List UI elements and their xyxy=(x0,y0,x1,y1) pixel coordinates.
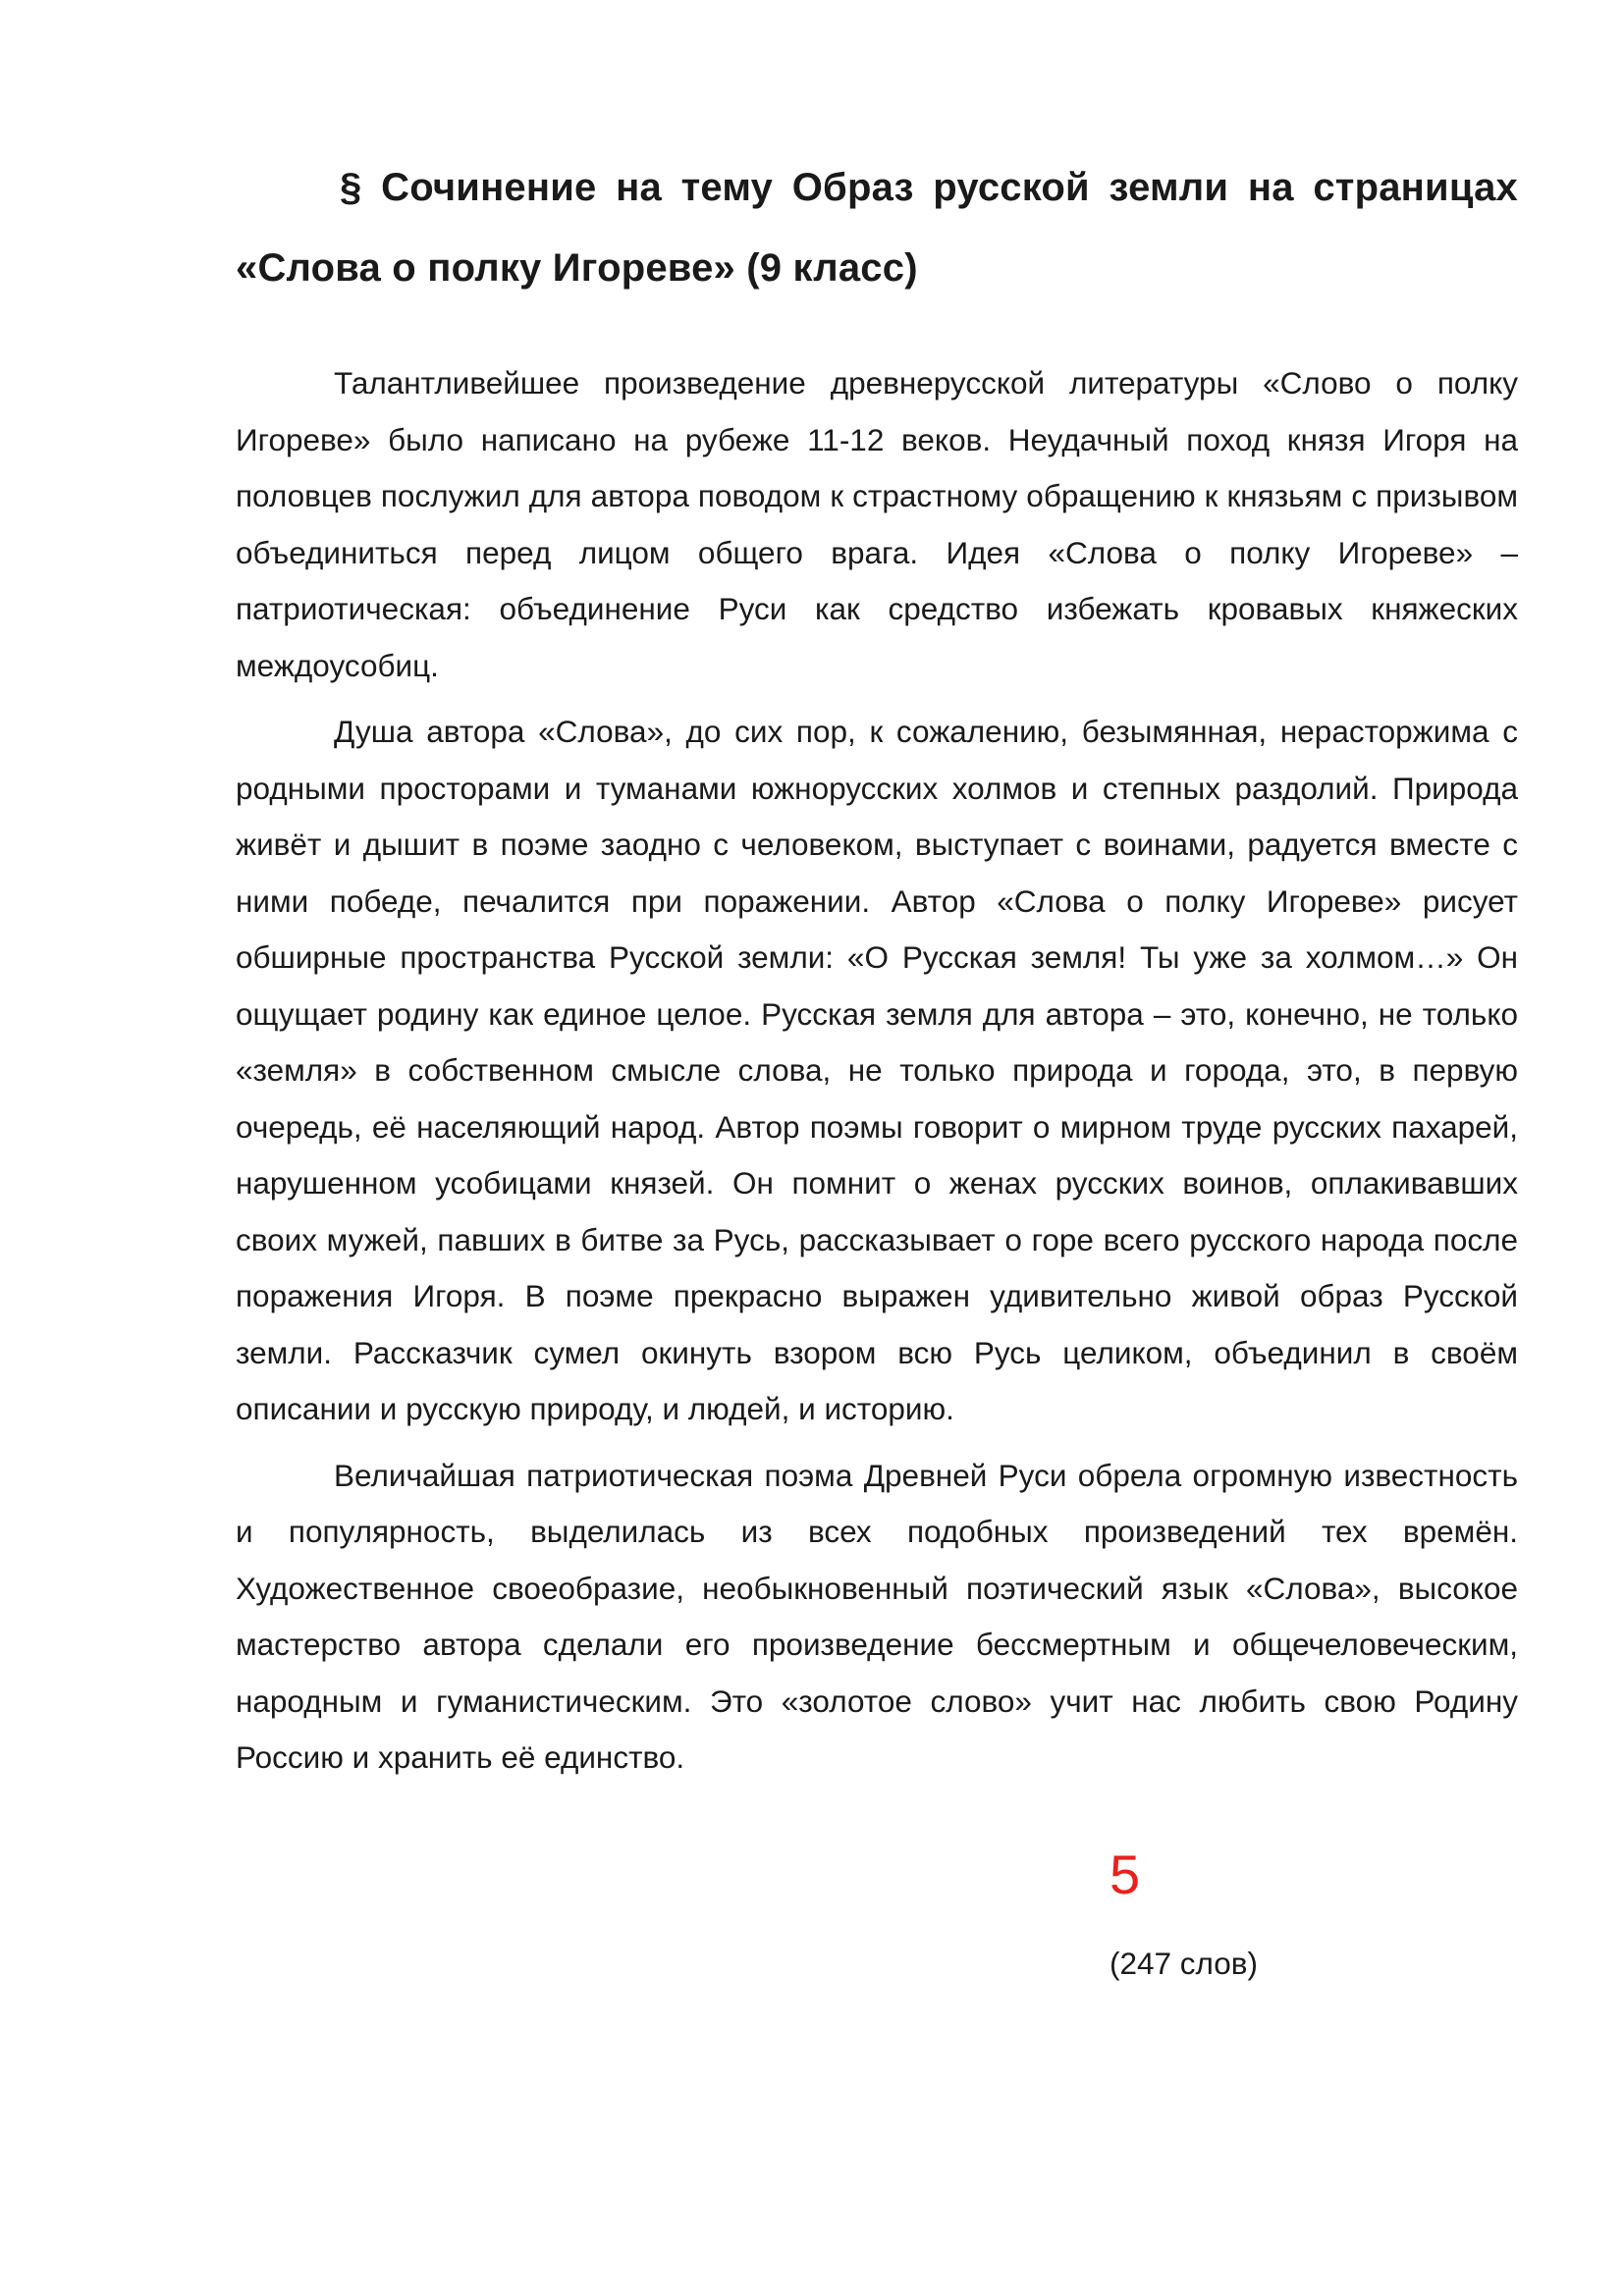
grade-mark: 5 xyxy=(1110,1843,1141,1905)
essay-paragraph-3: Величайшая патриотическая поэма Древней Руси обрела огромную известность и популярность, выделилась из всех подобных произведений тех времён. Художественное своеобразие, необыкновенный поэтический язык «Слова», высокое мастерство автора сделали его произведение бессмертным и общечеловеческим, народным и гуманистическим. Это «золотое слово» учит нас любить свою Родину Россию и хранить её единство. xyxy=(236,1457,1518,1775)
word-count: (247 слов) xyxy=(1110,1946,1259,1981)
essay-page xyxy=(236,147,1518,1796)
essay-paragraph-2: Душа автора «Слова», до сих пор, к сожалению, безымянная, нерасторжима с родными просторами и туманами южнорусских холмов и степных раздолий. Природа живёт и дышит в поэме заодно с человеком, выступает с воинами, радуется вместе с ними победе, печалится при поражении. Автор «Слова о полку Игореве» рисует обширные пространства Русской земли: «О Русская земля! Ты уже за холмом…» Он ощущает родину как единое целое. Русская земля для автора – это, конечно, не только «земля» в собственном смысле слова, не только природа и города, это, в первую очередь, её населяющий народ. Автор поэмы говорит о мирном труде русских пахарей, нарушенном усобицами князей. Он помнит о женах русских воинов, оплакивавших своих мужей, павших в битве за Русь, рассказывает о горе всего русского народа после поражения Игоря. В поэме прекрасно выражен удивительно живой образ Русской земли. Рассказчик сумел окинуть взором всю Русь целиком, объединил в своём описании и русскую природу, и людей, и историю. xyxy=(236,714,1518,1426)
essay-title: § Сочинение на тему Образ русской земли на страницах «Слова о полку Игореве» (9 класс) xyxy=(236,166,1518,290)
essay-paragraph-1: Талантливейшее произведение древнерусской литературы «Слово о полку Игореве» было написано на рубеже 11-12 веков. Неудачный поход князя Игоря на половцев послужил для автора поводом к страстному обращению к князьям с призывом объединиться перед лицом общего врага. Идея «Слова о полку Игореве» – патриотическая: объединение Руси как средство избежать кровавых княжеских междоусобиц. xyxy=(236,365,1518,683)
